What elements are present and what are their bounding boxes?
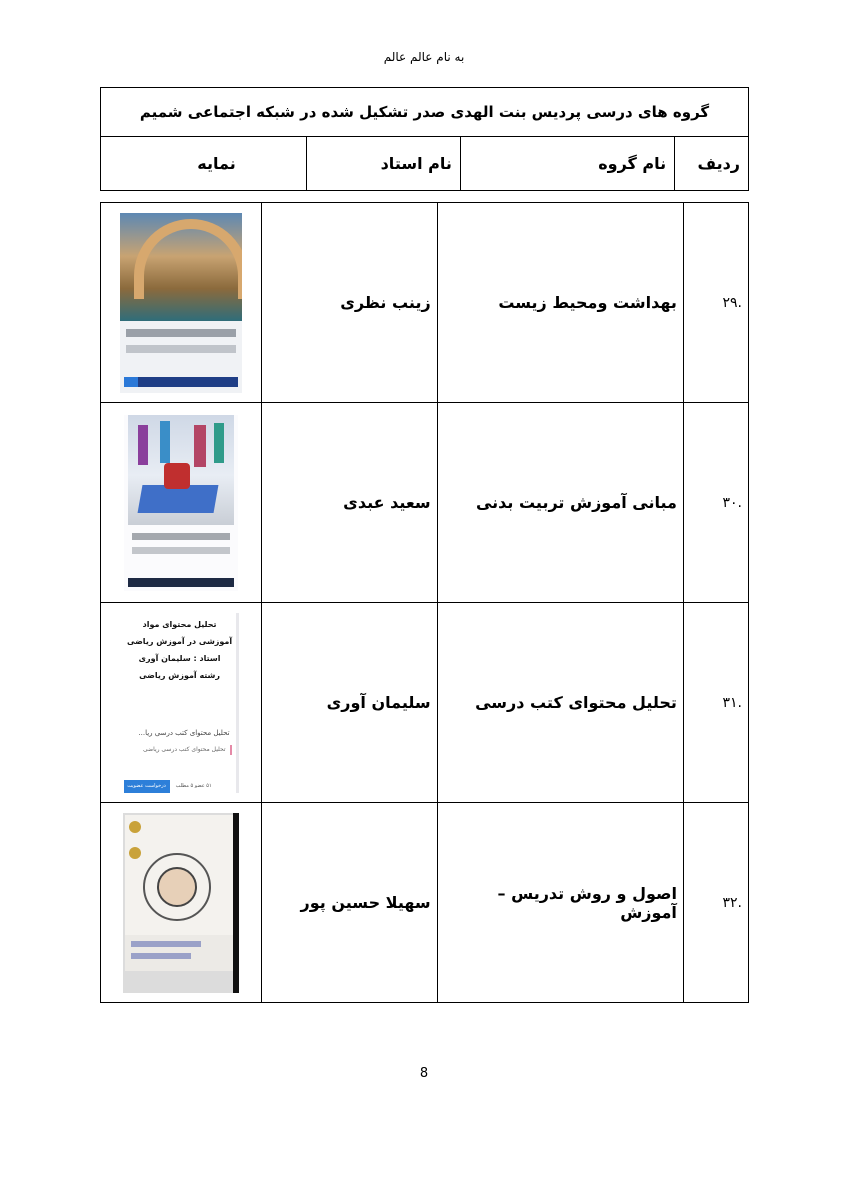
thumbnail-title-line: استاد : سلیمان آوری (138, 653, 221, 663)
group-thumbnail (123, 813, 239, 993)
header-table (100, 87, 749, 191)
group-thumbnail-cell (101, 203, 262, 403)
group-thumbnail (124, 415, 238, 591)
group-name: اصول و روش تدریس – آموزش (437, 803, 683, 1003)
teacher-name: سلیمان آوری (262, 603, 438, 803)
teacher-name: زینب نظری (262, 203, 438, 403)
column-teacher: نام استاد (306, 137, 460, 191)
row-number: .۳۱ (683, 603, 748, 803)
page-number: 8 (419, 1066, 429, 1081)
group-thumbnail-cell (101, 403, 262, 603)
group-name: مبانی آموزش تربیت بدنی (437, 403, 683, 603)
row-number: .۲۹ (683, 203, 748, 403)
teacher-name: سعید عبدی (262, 403, 438, 603)
table-row (101, 203, 749, 403)
teacher-name: سهیلا حسین پور (262, 803, 438, 1003)
row-number: .۳۲ (683, 803, 748, 1003)
thumbnail-subtitle: تحلیل محتوای کتب درسی ریا... (138, 728, 230, 737)
table-row (101, 403, 749, 603)
groups-table (100, 202, 749, 1003)
thumbnail-title-line: آموزشی در آموزش ریاضی (126, 636, 233, 646)
column-radif: ردیف (675, 137, 749, 191)
thumbnail-subtitle: تحلیل محتوای کتب درسی ریاضی (143, 745, 226, 753)
group-thumbnail-cell (101, 803, 262, 1003)
table-row (101, 803, 749, 1003)
table-title: گروه های درسی پردیس بنت الهدی صدر تشکیل شده در شبکه اجتماعی شمیم (101, 88, 749, 137)
group-name: بهداشت ومحیط زیست (437, 203, 683, 403)
table-row (101, 603, 749, 803)
group-thumbnail (120, 213, 242, 393)
row-number: .۳۰ (683, 403, 748, 603)
group-thumbnail (124, 613, 239, 793)
thumbnail-title-line: رشته آموزش ریاضی (139, 670, 221, 680)
group-thumbnail-cell (101, 603, 262, 803)
page-header: به نام عالم عالم (383, 50, 465, 64)
join-request-button: درخواست عضویت (124, 780, 170, 793)
group-name: تحلیل محتوای کتب درسی (437, 603, 683, 803)
column-image: نمایه (101, 137, 307, 191)
thumbnail-title-line: تحلیل محتوای مواد (142, 619, 217, 629)
thumbnail-meta: ۵۱ عضو ۵ مطلب (175, 782, 212, 789)
column-group-name: نام گروه (460, 137, 674, 191)
